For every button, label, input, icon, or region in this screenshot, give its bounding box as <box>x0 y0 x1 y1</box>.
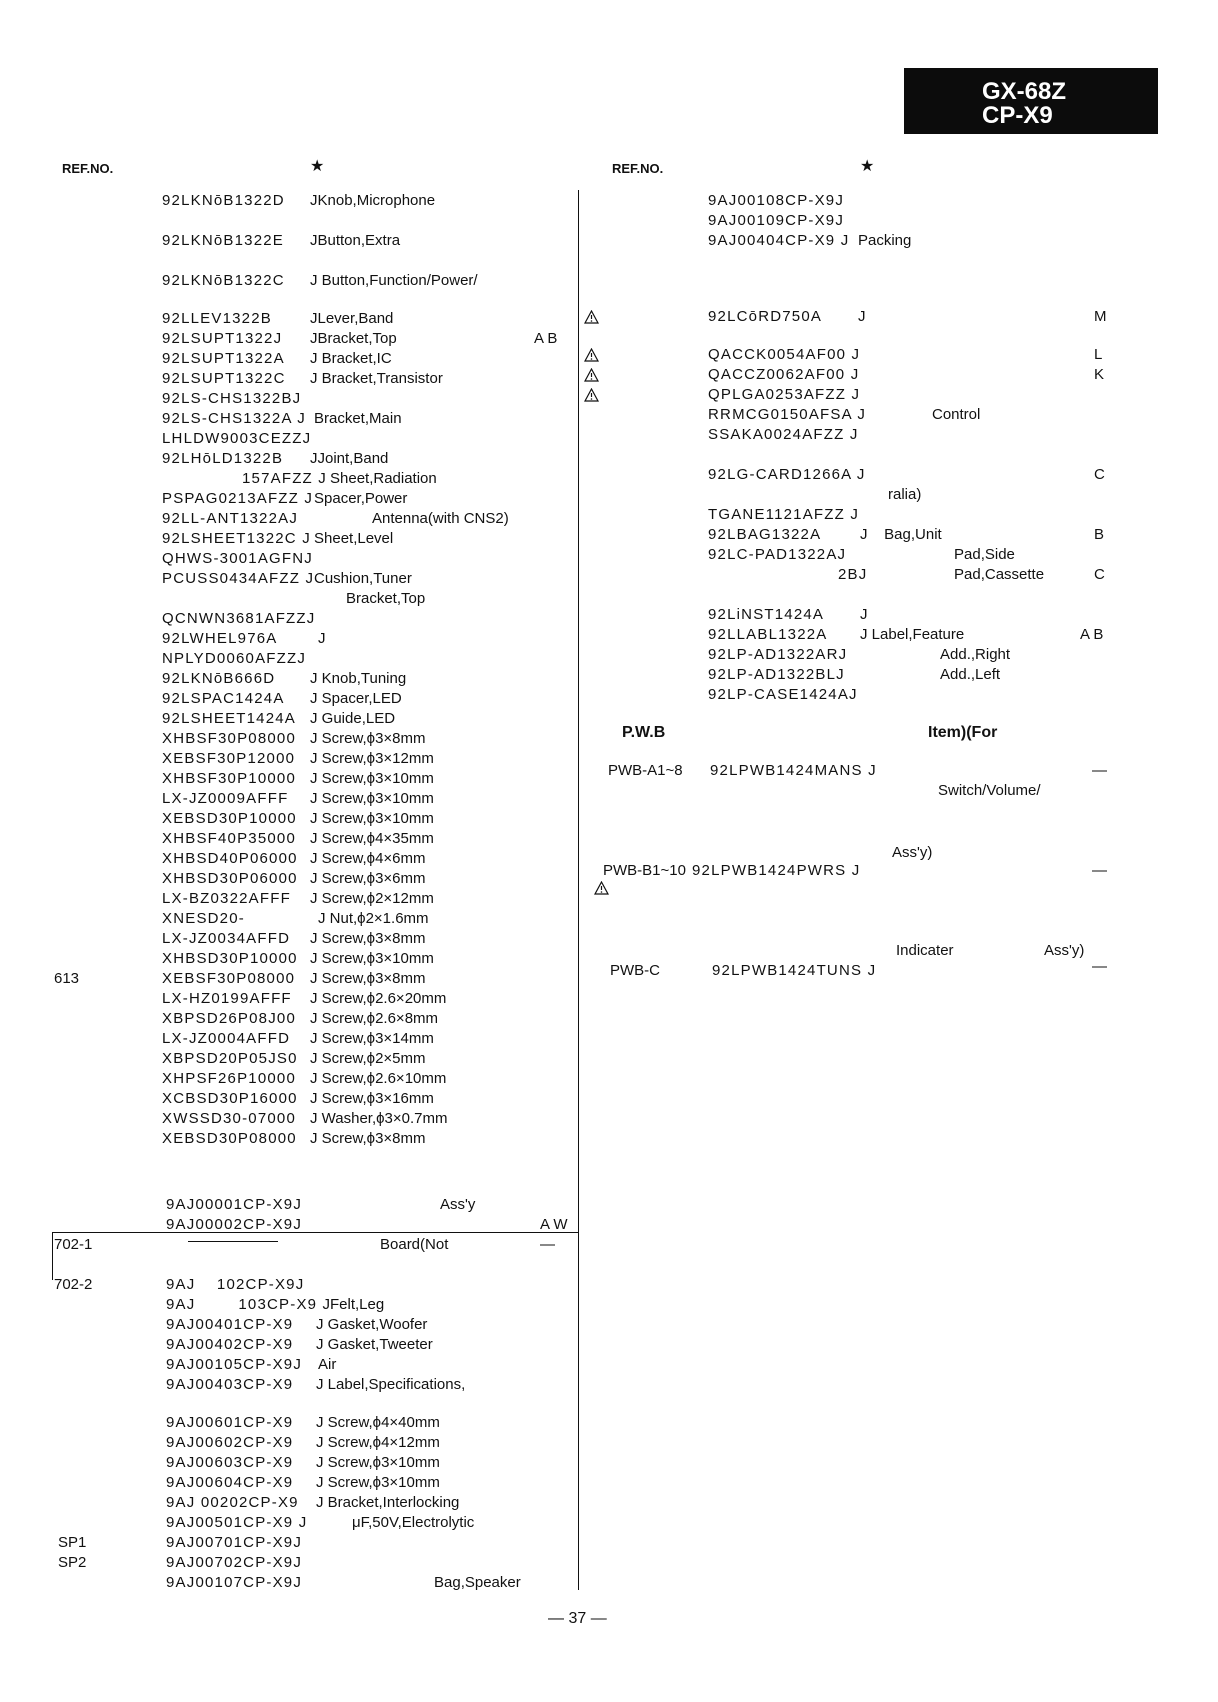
part-number: 92LSUPT1322A <box>162 350 285 367</box>
part-description: J Screw,ϕ3×6mm <box>310 870 426 887</box>
pwb-b-part: 92LPWB1424PWRS J <box>692 862 861 879</box>
part-number: XEBSF30P12000 <box>162 750 296 767</box>
model-line-2: CP-X9 <box>982 102 1053 129</box>
part-number: 92LSHEET1322C J <box>162 530 311 547</box>
pwb-c-code: — <box>1092 958 1107 975</box>
warning-triangle-icon <box>584 368 599 387</box>
part-number: QACCK0054AF00 J <box>708 346 861 363</box>
model-badge <box>904 68 1158 134</box>
page-number: — 37 — <box>548 1610 607 1627</box>
part-description: Add.,Left <box>940 666 1001 683</box>
part-number: XEBSF30P08000 <box>162 970 296 987</box>
pwb-a-ref: PWB-A1~8 <box>608 762 683 779</box>
part-description: J Bracket,Transistor <box>310 370 443 387</box>
part-number: 92LKNōB666D <box>162 670 276 687</box>
part-number: 92LSHEET1424A <box>162 710 297 727</box>
part-number: 92LP-AD1322ARJ <box>708 646 848 663</box>
ref-number: 702-1 <box>54 1236 93 1253</box>
part-description: ralia) <box>888 486 922 503</box>
pwb-c-desc2: Ass'y) <box>1044 942 1085 959</box>
part-number: 157AFZZ J <box>242 470 327 487</box>
pwb-a-code: — <box>1092 762 1107 779</box>
pwb-a-part: 92LPWB1424MANS J <box>710 762 877 779</box>
part-description: JBracket,Top <box>310 330 397 347</box>
part-number: 9AJ00001CP-X9J <box>166 1196 303 1213</box>
price-code: A B <box>1080 626 1104 643</box>
part-description: J Gasket,Tweeter <box>316 1336 433 1353</box>
part-number: LX-BZ0322AFFF <box>162 890 291 907</box>
price-code: C <box>1094 566 1105 583</box>
part-number: 92LHōLD1322B <box>162 450 284 467</box>
part-description: J <box>318 630 326 647</box>
part-number: XHBSD30P10000 <box>162 950 298 967</box>
part-number: NPLYD0060AFZZJ <box>162 650 307 667</box>
part-number: 9AJ00601CP-X9 <box>166 1414 294 1431</box>
model-line-1: GX-68Z <box>982 78 1067 105</box>
part-number: 9AJ00108CP-X9J <box>708 192 845 209</box>
price-code: A W <box>540 1216 568 1233</box>
part-number: 9AJ 103CP-X9 J <box>166 1296 332 1313</box>
part-description: J Screw,ϕ2×12mm <box>310 890 434 907</box>
pwb-c-ref: PWB-C <box>610 962 660 979</box>
part-description: J Washer,ϕ3×0.7mm <box>310 1110 448 1127</box>
part-number: PSPAG0213AFZZ J <box>162 490 314 507</box>
part-description: J Spacer,LED <box>310 690 402 707</box>
part-number: XNESD20- <box>162 910 245 927</box>
part-number: XBPSD20P05JS0 <box>162 1050 298 1067</box>
part-description: Sheet,Radiation <box>330 470 437 487</box>
part-description: J Screw,ϕ3×10mm <box>310 810 434 827</box>
part-number: 9AJ00702CP-X9J <box>166 1554 303 1571</box>
part-description: J Screw,ϕ2×5mm <box>310 1050 426 1067</box>
part-number: LHLDW9003CEZZJ <box>162 430 312 447</box>
part-number: 92LL-ANT1322AJ <box>162 510 299 527</box>
part-number: 9AJ 102CP-X9J <box>166 1276 305 1293</box>
ref-number: 613 <box>54 970 80 987</box>
part-number: QACCZ0062AF00 J <box>708 366 860 383</box>
ref-number: SP1 <box>58 1534 87 1551</box>
part-number: RRMCG0150AFSA J <box>708 406 867 423</box>
part-description: JButton,Extra <box>310 232 401 249</box>
part-description: Cushion,Tuner <box>314 570 412 587</box>
part-description: J Screw,ϕ4×40mm <box>316 1414 440 1431</box>
part-number: 92LWHEL976A <box>162 630 278 647</box>
part-description: JKnob,Microphone <box>310 192 436 209</box>
part-description: Felt,Leg <box>330 1296 385 1313</box>
part-number: 9AJ00109CP-X9J <box>708 212 845 229</box>
warning-triangle-icon <box>584 310 599 329</box>
part-description: J Screw,ϕ3×8mm <box>310 930 426 947</box>
part-description: J Screw,ϕ4×12mm <box>316 1434 440 1451</box>
part-description: J Screw,ϕ3×8mm <box>310 730 426 747</box>
part-number: PCUSS0434AFZZ J <box>162 570 315 587</box>
ref-no-header-right: REF.NO. <box>612 161 664 176</box>
ref-number: 702-2 <box>54 1276 93 1293</box>
part-number: XCBSD30P16000 <box>162 1090 298 1107</box>
part-number: 92LKNōB1322D <box>162 192 285 209</box>
part-number: 9AJ00403CP-X9 <box>166 1376 294 1393</box>
part-description: Spacer,Power <box>314 490 408 507</box>
part-number: XHBSD40P06000 <box>162 850 298 867</box>
warning-triangle-icon <box>584 348 599 367</box>
part-description: Control <box>932 406 981 423</box>
part-number: XHBSF30P08000 <box>162 730 297 747</box>
ref-no-header-left: REF.NO. <box>62 161 114 176</box>
pwb-a-desc: Switch/Volume/ <box>938 782 1041 799</box>
part-number: SSAKA0024AFZZ J <box>708 426 859 443</box>
part-description: J Screw,ϕ3×8mm <box>310 970 426 987</box>
part-number: 92LS-CHS1322BJ <box>162 390 302 407</box>
part-number: QPLGA0253AFZZ J <box>708 386 861 403</box>
part-number: LX-JZ0004AFFD <box>162 1030 291 1047</box>
part-description: Ass'y <box>440 1196 476 1213</box>
part-description: Bracket,Main <box>314 410 402 427</box>
part-number: 9AJ00105CP-X9J <box>166 1356 303 1373</box>
pwb-c-part: 92LPWB1424TUNS J <box>712 962 877 979</box>
part-description: J <box>858 308 866 325</box>
part-number: 92LC-PAD1322AJ <box>708 546 847 563</box>
price-code: B <box>1094 526 1105 543</box>
part-number: QHWS-3001AGFNJ <box>162 550 313 567</box>
part-description: J Bag,Unit <box>860 526 942 543</box>
pwb-b-ref: PWB-B1~10 <box>603 862 686 879</box>
part-description: J Bracket,IC <box>310 350 392 367</box>
part-number: XHBSF40P35000 <box>162 830 297 847</box>
price-code: K <box>1094 366 1105 383</box>
column-divider <box>578 190 579 1590</box>
part-number: LX-JZ0009AFFF <box>162 790 289 807</box>
part-description: Pad,Side <box>954 546 1015 563</box>
part-number: XEBSD30P08000 <box>162 1130 297 1147</box>
part-description: Pad,Cassette <box>954 566 1045 583</box>
part-number: 92LSUPT1322C <box>162 370 286 387</box>
price-code: — <box>540 1236 555 1253</box>
part-description: Board(Not <box>380 1236 449 1253</box>
part-number: QCNWN3681AFZZJ <box>162 610 316 627</box>
part-number: LX-HZ0199AFFF <box>162 990 292 1007</box>
part-number: 9AJ00603CP-X9 <box>166 1454 294 1471</box>
part-description: Add.,Right <box>940 646 1011 663</box>
part-number: LX-JZ0034AFFD <box>162 930 291 947</box>
part-description: Sheet,Level <box>314 530 394 547</box>
part-description: Air <box>318 1356 337 1373</box>
bracket-line <box>52 1232 53 1280</box>
part-description: J Screw,ϕ3×10mm <box>310 950 434 967</box>
part-number: XWSSD30-07000 <box>162 1110 296 1127</box>
part-description: J Screw,ϕ4×35mm <box>310 830 434 847</box>
part-number: 92LKNōB1322C <box>162 272 285 289</box>
part-description: J Knob,Tuning <box>310 670 407 687</box>
price-code: M <box>1094 308 1107 325</box>
part-number: 9AJ00404CP-X9 J <box>708 232 850 249</box>
pwb-title: P.W.B <box>622 724 666 741</box>
part-number: TGANE1121AFZZ J <box>708 506 860 523</box>
part-number: 92LP-CASE1424AJ <box>708 686 858 703</box>
part-description: J Screw,ϕ3×8mm <box>310 1130 426 1147</box>
price-code: L <box>1094 346 1103 363</box>
part-description: J Bracket,Interlocking <box>316 1494 460 1511</box>
pwb-c-desc: Indicater <box>896 942 954 959</box>
ref-number: SP2 <box>58 1554 87 1571</box>
part-description: J Screw,ϕ2.6×8mm <box>310 1010 439 1027</box>
part-description: J Screw,ϕ3×12mm <box>310 750 434 767</box>
part-description: J Screw,ϕ3×16mm <box>310 1090 434 1107</box>
part-description: J Screw,ϕ3×14mm <box>310 1030 434 1047</box>
section-rule <box>52 1232 578 1233</box>
part-description: Bag,Speaker <box>434 1574 521 1591</box>
part-description: μF,50V,Electrolytic <box>352 1514 475 1531</box>
part-number: XHBSF30P10000 <box>162 770 297 787</box>
part-description: Packing <box>858 232 912 249</box>
warning-triangle-icon <box>584 388 599 407</box>
part-number: 92LS-CHS1322A J <box>162 410 306 427</box>
part-description: J Label,Feature <box>860 626 965 643</box>
part-number: 92LLABL1322A <box>708 626 828 643</box>
part-number: 92LBAG1322A <box>708 526 822 543</box>
part-description: J Screw,ϕ2.6×20mm <box>310 990 447 1007</box>
part-description: J Gasket,Woofer <box>316 1316 428 1333</box>
dash-line <box>188 1241 278 1242</box>
part-number: XHPSF26P10000 <box>162 1070 297 1087</box>
part-description: J Screw,ϕ3×10mm <box>316 1474 440 1491</box>
part-number: 92LLEV1322B <box>162 310 272 327</box>
part-description: J Nut,ϕ2×1.6mm <box>318 910 429 927</box>
part-number: 9AJ00604CP-X9 <box>166 1474 294 1491</box>
pwb-b-code: — <box>1092 862 1107 879</box>
part-number: 92LKNōB1322E <box>162 232 284 249</box>
price-code: C <box>1094 466 1105 483</box>
pwb-item-label: Item)(For <box>928 724 998 741</box>
part-number: 92LiNST1424A <box>708 606 825 623</box>
part-number: XEBSD30P10000 <box>162 810 297 827</box>
part-number: 92LSUPT1322J <box>162 330 283 347</box>
part-description: J Screw,ϕ3×10mm <box>310 770 434 787</box>
part-number: 9AJ00002CP-X9J <box>166 1216 303 1233</box>
part-description: JJoint,Band <box>310 450 389 467</box>
part-number: 92LSPAC1424A <box>162 690 285 707</box>
part-description: J Button,Function/Power/ <box>310 272 478 289</box>
part-description: Antenna(with CNS2) <box>372 510 509 527</box>
part-number: 9AJ 00202CP-X9 <box>166 1494 299 1511</box>
part-number: XBPSD26P08J00 <box>162 1010 297 1027</box>
part-number: XHBSD30P06000 <box>162 870 298 887</box>
price-code: A B <box>534 330 558 347</box>
star-header-left: ★ <box>310 158 325 175</box>
part-description: J Screw,ϕ3×10mm <box>316 1454 440 1471</box>
part-number: 9AJ00602CP-X9 <box>166 1434 294 1451</box>
part-description: J Screw,ϕ4×6mm <box>310 850 426 867</box>
part-number: 9AJ00107CP-X9J <box>166 1574 303 1591</box>
part-description: J <box>860 606 868 623</box>
part-number: 92LCōRD750A <box>708 308 823 325</box>
part-description: J Screw,ϕ3×10mm <box>310 790 434 807</box>
part-number: 9AJ00501CP-X9 J <box>166 1514 308 1531</box>
part-description: Bracket,Top <box>346 590 426 607</box>
part-description: J Guide,LED <box>310 710 396 727</box>
part-description: JLever,Band <box>310 310 394 327</box>
part-description: J Screw,ϕ2.6×10mm <box>310 1070 447 1087</box>
part-number: 92LG-CARD1266A J <box>708 466 866 483</box>
part-number: 92LP-AD1322BLJ <box>708 666 845 683</box>
part-number: 9AJ00701CP-X9J <box>166 1534 303 1551</box>
star-header-right: ★ <box>860 158 875 175</box>
part-description: J Label,Specifications, <box>316 1376 466 1393</box>
part-number: 9AJ00401CP-X9 <box>166 1316 294 1333</box>
part-number: 2BJ <box>838 566 868 583</box>
part-number: 9AJ00402CP-X9 <box>166 1336 294 1353</box>
pwb-b-desc: Ass'y) <box>892 844 933 861</box>
